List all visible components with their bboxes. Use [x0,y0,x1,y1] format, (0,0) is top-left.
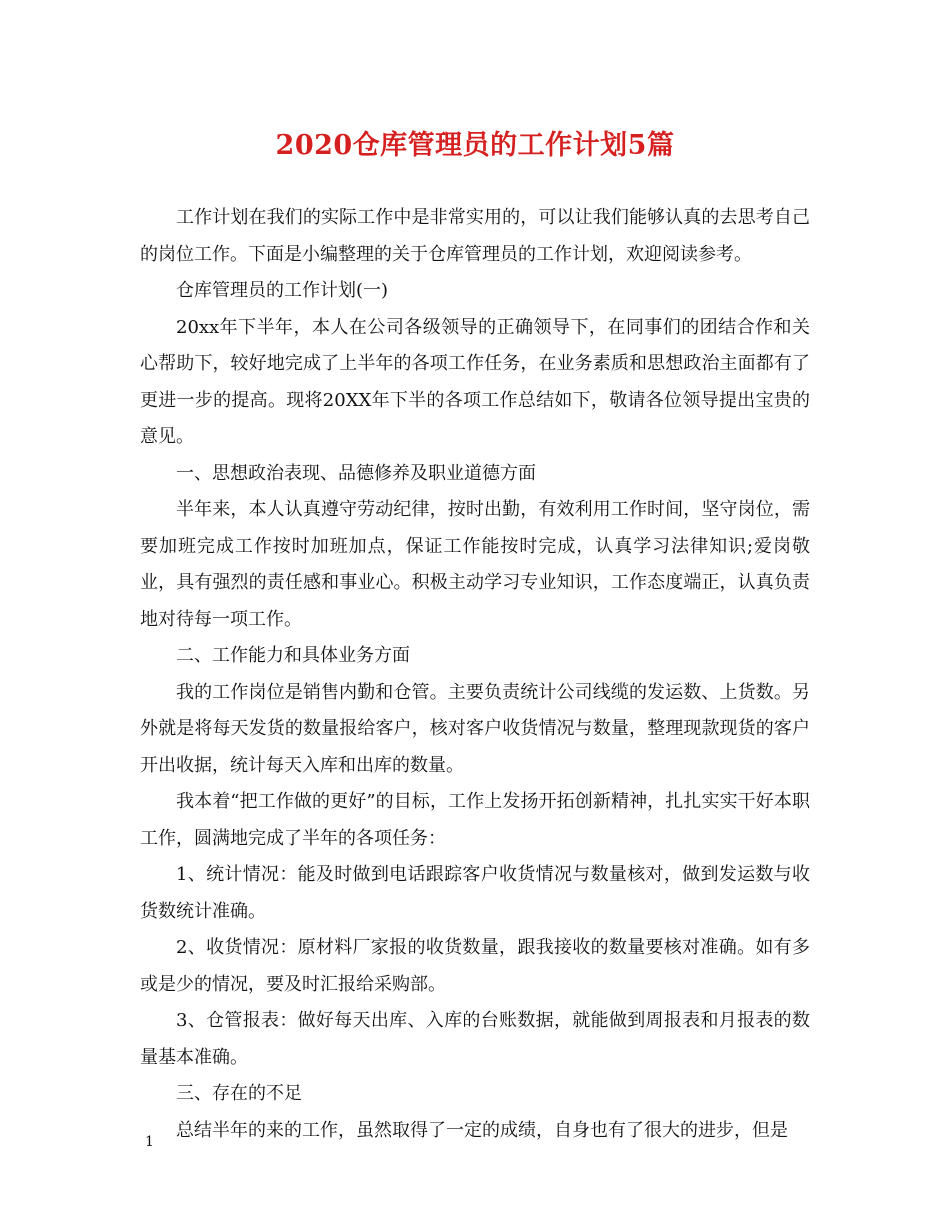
body-paragraph: 我的工作岗位是销售内勤和仓管。主要负责统计公司线缆的发运数、上货数。另外就是将每天发货的数量报给客户，核对客户收货情况与数量，整理现款现货的客户开出收据，统计每天入库和出库的数量。 [140,681,810,776]
document-title: 2020仓库管理员的工作计划5篇 [275,130,675,161]
page-number: 1 [145,1134,154,1150]
list-item: 3、仓管报表：做好每天出库、入库的台账数据，就能做到周报表和月报表的数量基本准确。 [140,1010,810,1068]
section-heading: 三、存在的不足 [176,1083,302,1104]
list-item: 2、收货情况：原材料厂家报的收货数量，跟我接收的数量要核对准确。如有多或是少的情况，要及时汇报给采购部。 [140,937,810,995]
list-item: 1、统计情况：能及时做到电话跟踪客户收货情况与数量核对，做到发运数与收货数统计准确。 [140,864,810,922]
section-heading: 仓库管理员的工作计划(一) [176,280,389,301]
body-paragraph: 总结半年的来的工作，虽然取得了一定的成绩，自身也有了很大的进步，但是 [176,1119,788,1141]
body-paragraph: 半年来，本人认真遵守劳动纪律，按时出勤，有效利用工作时间，坚守岗位，需要加班完成工作按时加班加点，保证工作能按时完成，认真学习法律知识;爱岗敬业，具有强烈的责任感和事业心。积极主动学习专业知识，工作态度端正，认真负责地对待每一项工作。 [140,499,810,630]
body-paragraph: 工作计划在我们的实际工作中是非常实用的，可以让我们能够认真的去思考自己的岗位工作。下面是小编整理的关于仓库管理员的工作计划，欢迎阅读参考。 [140,207,810,265]
section-heading: 一、思想政治表现、品德修养及职业道德方面 [176,462,536,484]
body-paragraph: 20xx年下半年，本人在公司各级领导的正确领导下，在同事们的团结合作和关心帮助下，较好地完成了上半年的各项工作任务，在业务素质和思想政治主面都有了更进一步的提高。现将20XX年下半的各项工作总结如下，敬请各位领导提出宝贵的意见。 [140,316,810,447]
document-body [140,200,810,1149]
body-paragraph: 我本着“把工作做的更好”的目标，工作上发扬开拓创新精神，扎扎实实干好本职工作，圆满地完成了半年的各项任务： [140,791,810,849]
section-heading: 二、工作能力和具体业务方面 [176,645,410,666]
